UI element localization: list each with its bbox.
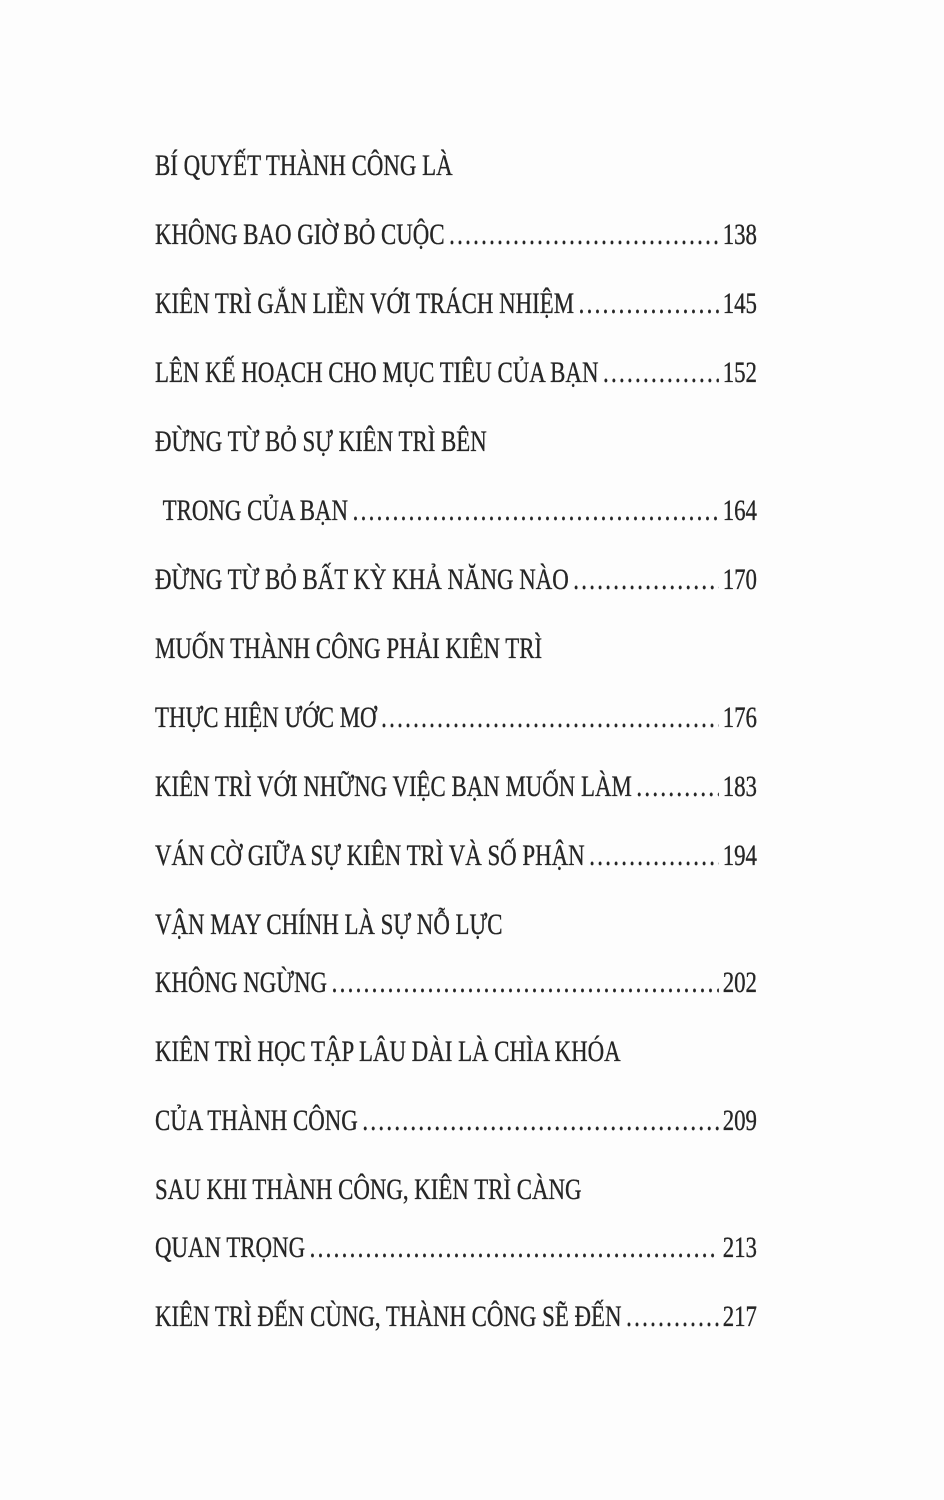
toc-entry-title: BÍ QUYẾT THÀNH CÔNG LÀ: [155, 149, 453, 182]
toc-page-number: 145: [722, 287, 757, 320]
toc-page-number: 209: [722, 1104, 757, 1137]
toc-entry-title: KIÊN TRÌ ĐẾN CÙNG, THÀNH CÔNG SẼ ĐẾN: [155, 1300, 622, 1333]
toc-row: [155, 836, 757, 876]
dot-leader: [310, 1228, 719, 1268]
toc-page-number: 176: [722, 701, 757, 734]
toc-page-number: 170: [722, 563, 757, 596]
toc-row: [155, 146, 757, 186]
dot-leader: [626, 1297, 719, 1337]
dot-leader: [332, 963, 719, 1003]
toc-row: [155, 422, 757, 462]
toc-entry-title: KHÔNG NGỪNG: [155, 966, 328, 999]
dot-leader: [589, 836, 719, 876]
dot-leader: [573, 560, 719, 600]
toc-entry-title: LÊN KẾ HOẠCH CHO MỤC TIÊU CỦA BẠN: [155, 356, 599, 389]
toc-entry-title: KIÊN TRÌ HỌC TẬP LÂU DÀI LÀ CHÌA KHÓA: [155, 1035, 621, 1068]
toc-page-number: 138: [722, 218, 757, 251]
toc-row: [155, 1170, 757, 1210]
toc-row: [155, 698, 757, 738]
dot-leader: [381, 698, 719, 738]
toc-entry-title: MUỐN THÀNH CÔNG PHẢI KIÊN TRÌ: [155, 632, 543, 665]
dot-leader: [603, 353, 719, 393]
dot-leader: [449, 215, 719, 255]
dot-leader: [353, 491, 719, 531]
toc-entry-title: ĐỪNG TỪ BỎ SỰ KIÊN TRÌ BÊN: [155, 425, 487, 458]
toc-entry-title: VÁN CỜ GIỮA SỰ KIÊN TRÌ VÀ SỐ PHẬN: [155, 839, 585, 872]
toc-entry-title: KIÊN TRÌ VỚI NHỮNG VIỆC BẠN MUỐN LÀM: [155, 770, 632, 803]
toc-row: [155, 491, 757, 531]
toc-entry-title: QUAN TRỌNG: [155, 1231, 306, 1264]
toc-entry-title: SAU KHI THÀNH CÔNG, KIÊN TRÌ CÀNG: [155, 1173, 582, 1206]
dot-leader: [579, 284, 719, 324]
toc-page-number: 164: [722, 494, 757, 527]
toc-row: [155, 353, 757, 393]
toc-page-number: 183: [722, 770, 757, 803]
toc-page-number: 194: [722, 839, 757, 872]
toc-entry-title: KHÔNG BAO GIỜ BỎ CUỘC: [155, 218, 445, 251]
table-of-contents: [155, 146, 944, 1366]
toc-page-number: 213: [722, 1231, 757, 1264]
dot-leader: [636, 767, 718, 807]
toc-entry-title: KIÊN TRÌ GẮN LIỀN VỚI TRÁCH NHIỆM: [155, 287, 575, 320]
toc-row: [155, 1297, 757, 1337]
toc-row: [155, 284, 757, 324]
toc-entry-title: VẬN MAY CHÍNH LÀ SỰ NỖ LỰC: [155, 908, 503, 941]
toc-row: [155, 1228, 757, 1268]
toc-entry-title: TRONG CỦA BẠN: [162, 494, 349, 527]
toc-row: [155, 1032, 757, 1072]
toc-entry-title: ĐỪNG TỪ BỎ BẤT KỲ KHẢ NĂNG NÀO: [155, 563, 569, 596]
toc-row: [155, 629, 757, 669]
toc-row: [155, 1101, 757, 1141]
toc-page-number: 217: [722, 1300, 757, 1333]
toc-entry-title: CỦA THÀNH CÔNG: [155, 1104, 358, 1137]
toc-entry-title: THỰC HIỆN ƯỚC MƠ: [155, 701, 377, 734]
dot-leader: [362, 1101, 719, 1141]
toc-row: [155, 560, 757, 600]
toc-page-number: 202: [722, 966, 757, 999]
toc-row: [155, 215, 757, 255]
toc-row: [155, 905, 757, 945]
toc-page-number: 152: [722, 356, 757, 389]
toc-row: [155, 767, 757, 807]
toc-row: [155, 963, 757, 1003]
